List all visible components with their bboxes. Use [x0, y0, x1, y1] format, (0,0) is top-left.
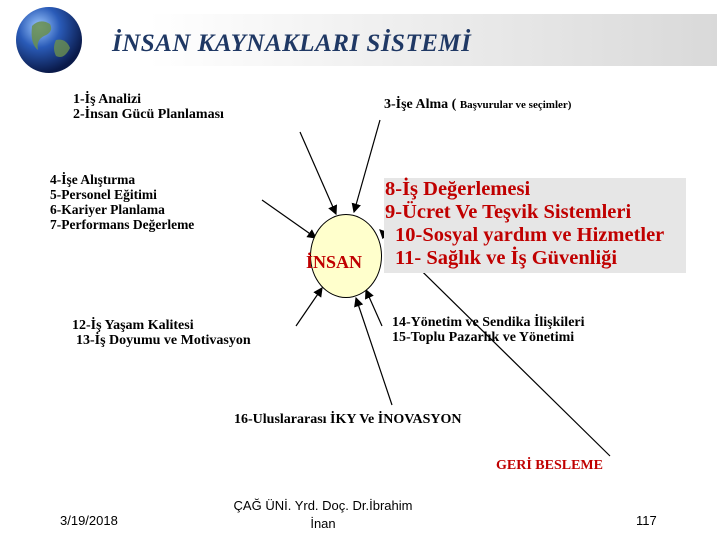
block1-line: 1-İş Analizi	[73, 92, 142, 107]
block4-line: 8-İş Değerlemesi	[385, 178, 531, 200]
block3-line: 4-İşe Alıştırma	[50, 172, 136, 187]
arrow-from-block7	[356, 298, 392, 405]
page-title: İNSAN KAYNAKLARI SİSTEMİ	[112, 30, 472, 57]
author-line: İnan	[310, 516, 336, 531]
block5-line: 12-İş Yaşam Kalitesi	[72, 318, 194, 333]
arrow-from-block3	[262, 200, 316, 238]
block-compensation	[385, 178, 664, 270]
block-job-analysis	[73, 92, 224, 122]
block3-line: 5-Personel Eğitimi	[50, 187, 157, 202]
block6-line: 14-Yönetim ve Sendika İlişkileri	[392, 315, 585, 330]
feedback-label: GERİ BESLEME	[496, 458, 603, 473]
footer-date: 3/19/2018	[60, 513, 118, 528]
block4-line: 11- Sağlık ve İş Güvenliği	[395, 247, 618, 269]
block-training	[50, 172, 194, 232]
page-number: 117	[636, 513, 657, 528]
block-union-relations	[392, 315, 585, 345]
block-quality-of-life	[72, 318, 251, 348]
author-line: ÇAĞ ÜNİ. Yrd. Doç. Dr.İbrahim	[233, 498, 413, 513]
arrow-from-block5	[296, 288, 322, 326]
block4-line: 9-Ücret Ve Teşvik Sistemleri	[385, 201, 632, 223]
center-label: İNSAN	[306, 252, 363, 272]
block3-line: 6-Kariyer Planlama	[50, 202, 165, 217]
arrow-from-block1	[300, 132, 336, 214]
block-international	[234, 412, 462, 427]
block4-line: 10-Sosyal yardım ve Hizmetler	[395, 224, 665, 246]
block-recruitment	[384, 97, 571, 113]
block7-line: 16-Uluslararası İKY Ve İNOVASYON	[234, 412, 462, 427]
block3-line: 7-Performans Değerleme	[50, 217, 195, 232]
arrow-from-block6	[366, 290, 382, 326]
block5-line: 13-İş Doyumu ve Motivasyon	[76, 333, 251, 348]
block1-line: 2-İnsan Gücü Planlaması	[73, 107, 224, 122]
footer-author	[228, 497, 418, 533]
block2-main: 3-İşe Alma (	[384, 97, 457, 112]
arrow-from-block2	[354, 120, 380, 212]
block2-note: Başvurular ve seçimler)	[459, 99, 572, 111]
block6-line: 15-Toplu Pazarlık ve Yönetimi	[392, 330, 575, 345]
